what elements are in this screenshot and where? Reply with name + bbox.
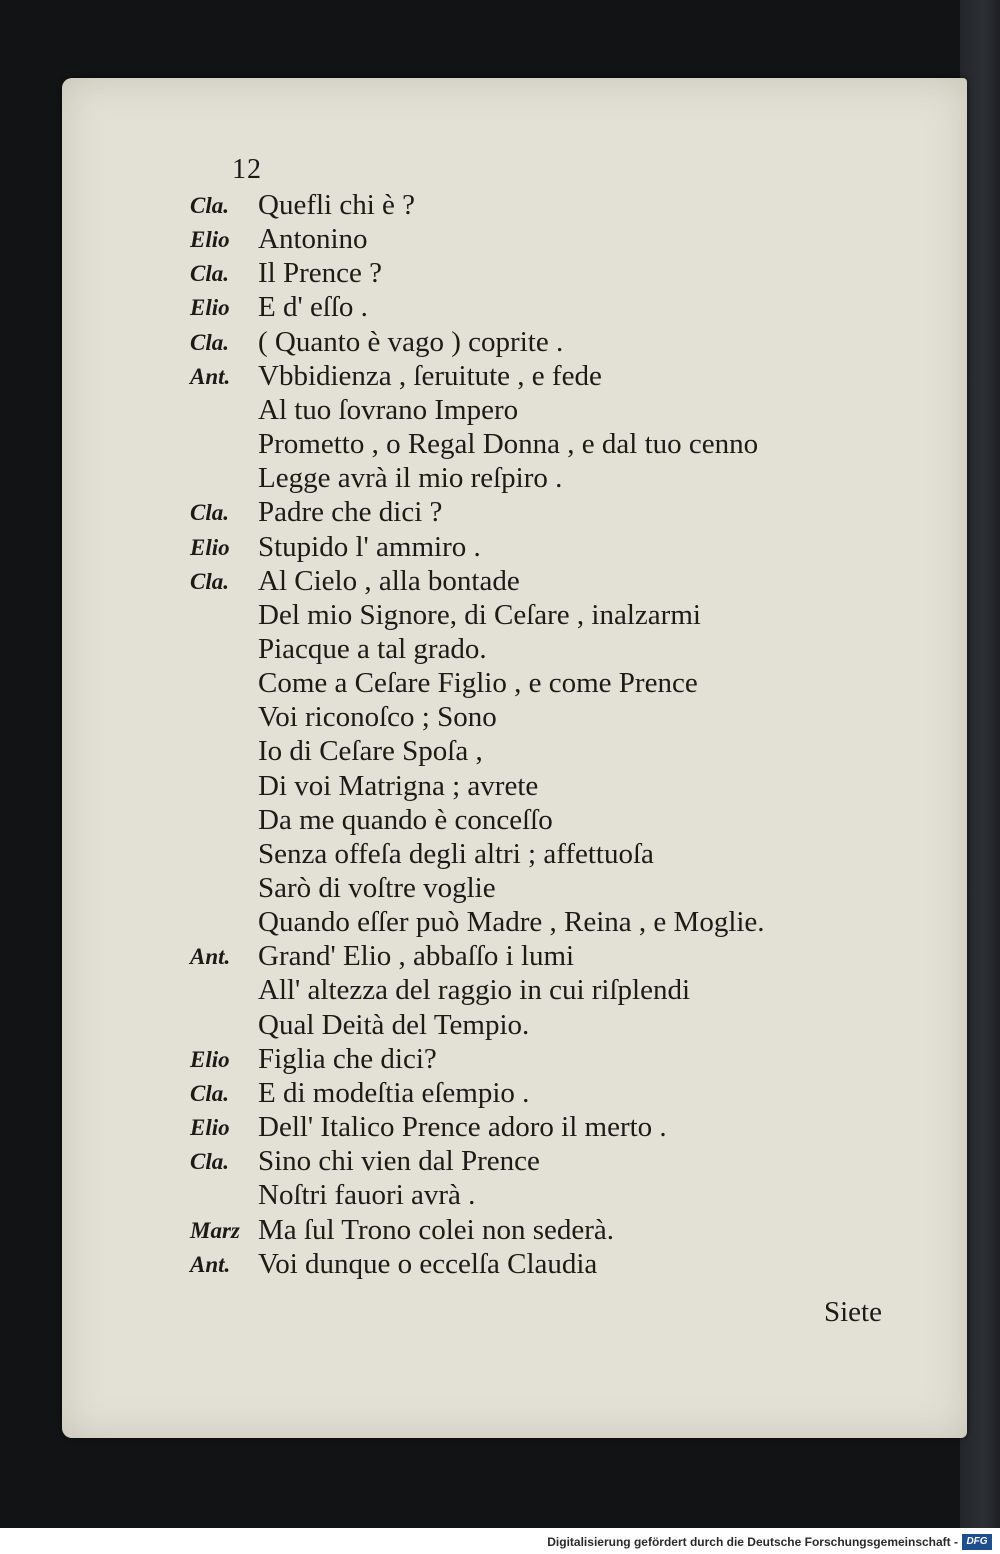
verse-line: [0, 735, 960, 769]
verse-line: [0, 326, 960, 360]
verse-line: [0, 360, 960, 394]
page-number: 12: [232, 154, 262, 185]
dfg-logo-icon: DFG: [962, 1534, 992, 1550]
speaker-label: Cla.: [190, 500, 229, 526]
verse-line: [0, 428, 960, 462]
verse-text: Il Prence ?: [258, 257, 382, 290]
verse-line: [0, 223, 960, 257]
verse-text: Qual Deità del Tempio.: [258, 1008, 530, 1041]
verse-text: Quefli chi è ?: [258, 189, 416, 221]
verse-text: Voi dunque o eccelſa Claudia: [258, 1247, 598, 1280]
verse-line: [0, 667, 960, 701]
verse-text: Di voi Matrigna ; avrete: [258, 769, 539, 802]
speaker-label: Elio: [190, 1115, 230, 1141]
speaker-label: Ant.: [190, 944, 231, 970]
verse-text: Grand' Elio , abbaſſo i lumi: [258, 940, 575, 973]
speaker-label: Cla.: [190, 261, 229, 287]
verse-line: [0, 974, 960, 1008]
verse-line: [0, 906, 960, 940]
speaker-label: Elio: [190, 534, 230, 560]
verse-line: [0, 257, 960, 291]
verse-line: [0, 633, 960, 667]
verse-text: Voi riconoſco ; Sono: [258, 701, 497, 734]
verse-text: Piacque a tal grado.: [258, 632, 487, 665]
verse-text: Del mio Signore, di Ceſare , inalzarmi: [258, 598, 701, 631]
verse-line: [0, 770, 960, 804]
verse-line: [0, 599, 960, 633]
speaker-label: Cla.: [190, 568, 229, 594]
verse-line: [0, 1043, 960, 1077]
speaker-label: Elio: [190, 227, 230, 253]
verse-text: Prometto , o Regal Donna , e dal tuo cenno: [258, 428, 759, 461]
verse-text: Io di Ceſare Spoſa ,: [258, 735, 483, 768]
verse-text: Quando eſſer può Madre , Reina , e Moglie.: [258, 906, 765, 939]
verse-line: [0, 1248, 960, 1282]
verse-text: Vbbidienza , ſeruitute , e fede: [258, 359, 602, 392]
speaker-label: Elio: [190, 1046, 230, 1072]
verse-line: [0, 1179, 960, 1213]
verse-line: [0, 565, 960, 599]
verse-text: Al tuo ſovrano Impero: [258, 393, 519, 426]
speaker-label: Cla.: [190, 1149, 229, 1175]
footer-credit: Digitalisierung gefördert durch die Deutsche Forschungsgemeinschaft -: [547, 1535, 958, 1549]
verse-text: All' altezza del raggio in cui riſplendi: [258, 974, 691, 1007]
speaker-label: Cla.: [190, 193, 229, 218]
verse-text: Legge avrà il mio reſpiro .: [258, 462, 563, 495]
verse-text: Senza offeſa degli altri ; affettuoſa: [258, 837, 654, 870]
verse-line: [0, 940, 960, 974]
verse-text: Da me quando è conceſſo: [258, 803, 553, 836]
verse-text: Noſtri fauori avrà .: [258, 1179, 476, 1212]
verse-text: Sino chi vien dal Prence: [258, 1145, 540, 1178]
speaker-label: Marz: [190, 1217, 240, 1243]
footer-band: [0, 1528, 1000, 1554]
verse-text: E di modeſtia eſempio .: [258, 1076, 530, 1109]
verse-line: [0, 394, 960, 428]
verse-text: Ma ſul Trono colei non sederà.: [258, 1213, 615, 1246]
verse-text: ( Quanto è vago ) coprite .: [258, 325, 564, 358]
verse-line: [0, 189, 960, 223]
verse-line: [0, 872, 960, 906]
verse-text: Figlia che dici?: [258, 1042, 437, 1075]
verse-text: Come a Ceſare Figlio , e come Prence: [258, 667, 698, 700]
verse-line: [0, 291, 960, 325]
speaker-label: Elio: [190, 295, 230, 321]
verse-line: [0, 496, 960, 530]
verse-line: [0, 838, 960, 872]
catchword: Siete: [824, 1296, 882, 1328]
verse-text: Stupido l' ammiro .: [258, 530, 481, 563]
verse-line: [0, 462, 960, 496]
speaker-label: Cla.: [190, 329, 229, 355]
speaker-label: Ant.: [190, 1251, 231, 1277]
verse-line: [0, 1009, 960, 1043]
verse-line: [0, 1145, 960, 1179]
verse-line: [0, 1077, 960, 1111]
verse-line: [0, 1111, 960, 1145]
verse-line: [0, 531, 960, 565]
verse-text: Padre che dici ?: [258, 496, 443, 529]
verse-line: [0, 1214, 960, 1248]
verse-text: Dell' Italico Prence adoro il merto .: [258, 1111, 667, 1144]
speaker-label: Ant.: [190, 363, 231, 389]
verse-text: Al Cielo , alla bontade: [258, 564, 520, 597]
verse-text: Sarò di voſtre voglie: [258, 872, 496, 904]
verse-line: [0, 804, 960, 838]
verse-text: Antonino: [258, 223, 368, 256]
verse-line: [0, 701, 960, 735]
speaker-label: Cla.: [190, 1080, 229, 1106]
verse-text: E d' eſſo .: [258, 291, 368, 324]
